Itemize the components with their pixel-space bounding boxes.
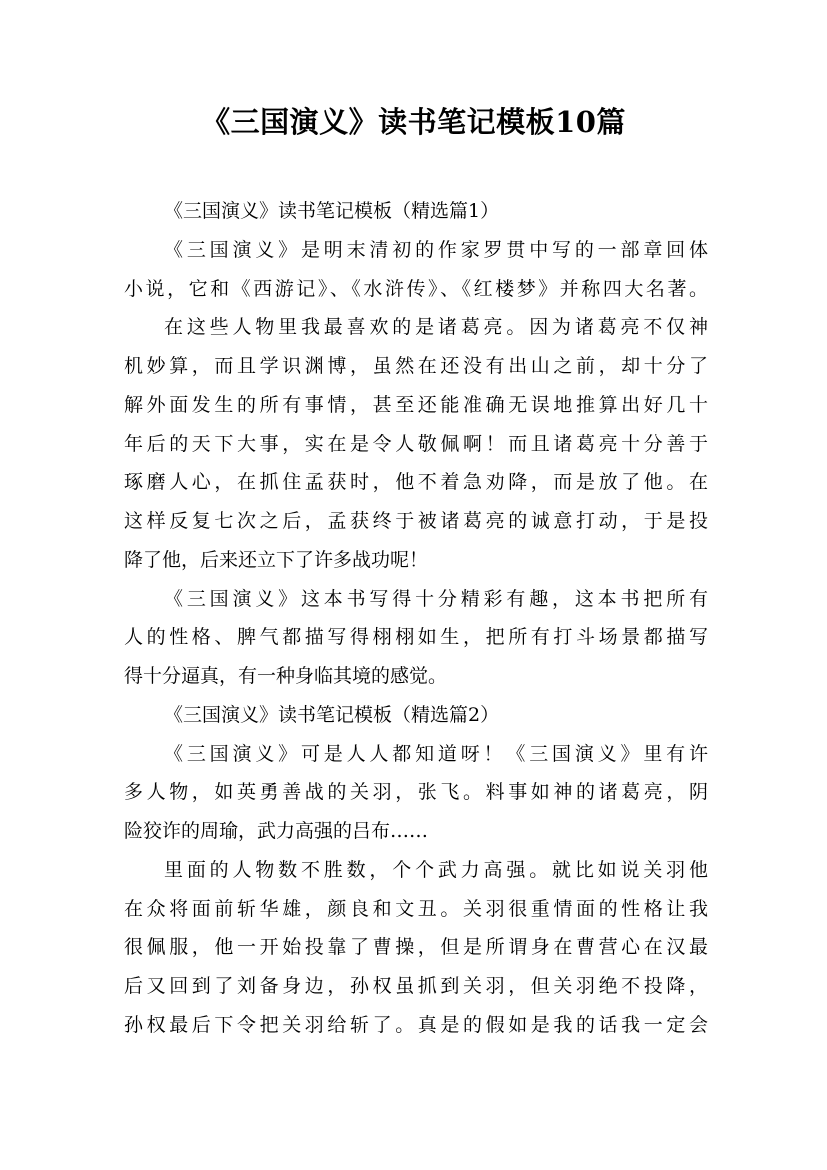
text-line: 解外面发生的所有事情，甚至还能准确无误地推算出好几十 [124,393,708,416]
text-line: 《三国演义》这本书写得十分精彩有趣，这本书把所有 [164,587,708,610]
text-line: 《三国演义》可是人人都知道呀！《三国演义》里有许 [164,742,708,765]
text-line: 机妙算，而且学识渊博，虽然在还没有出山之前，却十分了 [124,355,708,377]
text-line: 人的性格、脾气都描写得栩栩如生，把所有打斗场景都描写 [124,626,708,649]
text-line: 在众将面前斩华雄，颜良和文丑。关羽很重情面的性格让我 [124,897,708,920]
text-line: 很佩服，他一开始投靠了曹操，但是所谓身在曹营心在汉最 [124,936,708,959]
text-line: 小说，它和《西游记》、《水浒传》、《红楼梦》并称四大名著。 [124,277,708,300]
text-line: 这样反复七次之后，孟获终于被诸葛亮的诚意打动，于是投 [124,510,708,532]
text-line: 年后的天下大事，实在是令人敬佩啊！而且诸葛亮十分善于 [124,432,708,455]
text-line: 得十分逼真，有一种身临其境的感觉。 [124,665,448,687]
text-line: 里面的人物数不胜数，个个武力高强。就比如说关羽他 [164,858,708,881]
document-title: 《三国演义》读书笔记模板10篇 [201,105,626,139]
text-line: 后又回到了刘备身边，孙权虽抓到关羽，但关羽绝不投降， [124,975,708,997]
text-line: 险狡诈的周瑜，武力高强的吕布…… [124,820,429,842]
document-body [124,192,708,1045]
text-line: 《三国演义》是明末清初的作家罗贯中写的一部章回体 [164,238,708,261]
text-line: 在这些人物里我最喜欢的是诸葛亮。因为诸葛亮不仅神 [164,316,708,339]
text-line: 琢磨人心，在抓住孟获时，他不着急劝降，而是放了他。在 [124,471,708,494]
text-line: 《三国演义》读书笔记模板（精选篇2） [164,703,500,726]
text-line: 多人物，如英勇善战的关羽，张飞。料事如神的诸葛亮，阴 [124,781,708,804]
text-line: 孙权最后下令把关羽给斩了。真是的假如是我的话我一定会 [124,1013,708,1036]
text-line: 降了他，后来还立下了许多战功呢！ [124,548,429,571]
text-line: 《三国演义》读书笔记模板（精选篇1） [164,200,500,222]
